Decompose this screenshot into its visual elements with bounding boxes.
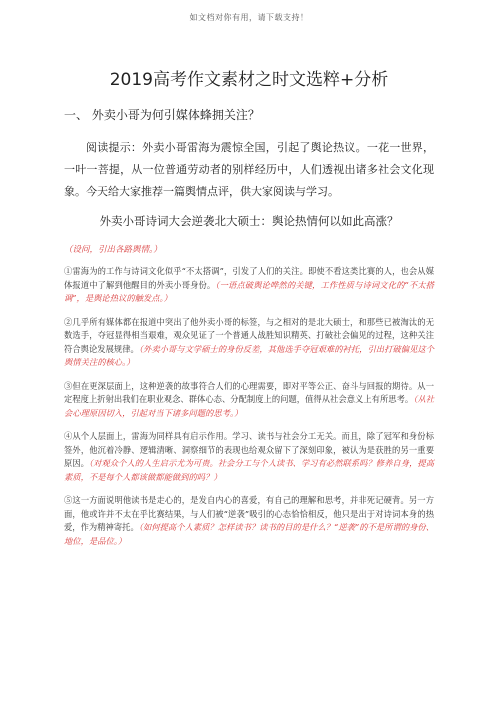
paragraph-annotation: （对观众个人的人生启示尤为可贵。社会分工与个人读书、学习有必然联系吗？修养自身，提高素质，不是每个人都该做都能做到的吗？）: [64, 458, 434, 482]
paragraph-annotation: （一语点破舆论哗然的关键，工作性质与诗词文化的“不太搭调”，是舆论热议的触发点。）: [64, 279, 434, 303]
paragraph-annotation: （从社会心理原因切入，引起对当下诸多问题的思考。）: [64, 394, 434, 418]
paragraph-text: ②几乎所有媒体都在报道中突出了他外卖小哥的标签，与之相对的是北大硕士，和那些已被淘汰的无数选手，夺冠显得相当艰难，观众见证了一个普通人战胜知识精英、打破社会偏见的过程，这种关注符合舆论发展规律。: [64, 316, 434, 354]
paragraph-annotation: （如何提高个人素质？怎样读书？读书的目的是什么？“逆袭”的不是所谓的身份、地位，是品位。）: [64, 522, 434, 546]
document-title: 2019高考作文素材之时文选粹+分析: [109, 70, 389, 90]
section-number: 一、: [64, 108, 89, 122]
header-note: 如文档对你有用，请下载支持！: [189, 13, 309, 22]
paragraph-4: [64, 430, 434, 484]
paragraph-text: ③但在更深层面上，这种逆袭的故事符合人们的心理需要，即对平等公正、奋斗与回报的期待。从一定程度上折射出我们在职业观念、群体心态、分配制度上的问题，值得从社会意义上有所思考。: [64, 380, 434, 404]
article-title: 外卖小哥诗词大会逆袭北大硕士：舆论热情何以如此高涨？: [99, 214, 399, 228]
paragraph-5: [64, 494, 434, 548]
section-heading: [64, 106, 434, 123]
article-annotation: （设问，引出各路舆情。）: [64, 245, 162, 255]
paragraph-3: [64, 380, 434, 421]
reading-tip: 阅读提示：外卖小哥雷海为震惊全国，引起了舆论热议。一花一世界，一叶一菩提，从一位普通劳动者的别样经历中，人们透视出诸多社会文化现象。今天给大家推荐一篇舆情点评，供大家阅读与学习。: [64, 141, 434, 198]
section-heading-text: 外卖小哥为何引媒体蜂拥关注？: [91, 108, 260, 122]
paragraph-text: ⑤这一方面说明他读书是走心的，是发自内心的喜爱，有自己的理解和思考，并非死记硬背。另一方面，他或许并不太在乎比赛结果，与人们被“逆袭”吸引的心态恰恰相反，他只是出于对诗词本身的热爱，作为精神寄托。: [64, 495, 434, 532]
paragraph-1: [64, 265, 434, 306]
paragraph-text: ④从个人层面上，雷海为同样具有启示作用。学习、读书与社会分工无关。而且，除了冠军和身份标签外，他沉着冷静、逻辑清晰、洞察细节的表现也给观众留下了深刻印象，被认为是获胜的另一重要原因。: [64, 431, 434, 468]
paragraph-2: [64, 316, 434, 370]
paragraph-text: ①雷海为的工作与诗词文化似乎“不太搭调”，引发了人们的关注。即使不看这类比赛的人，也会从媒体报道中了解到他醒目的外卖小哥身份。: [64, 266, 434, 290]
paragraph-annotation: （外卖小哥与文学硕士的身份反差，其他选手夺冠艰难的衬托，引出打破偏见这个舆情关注的核心。）: [64, 343, 434, 367]
